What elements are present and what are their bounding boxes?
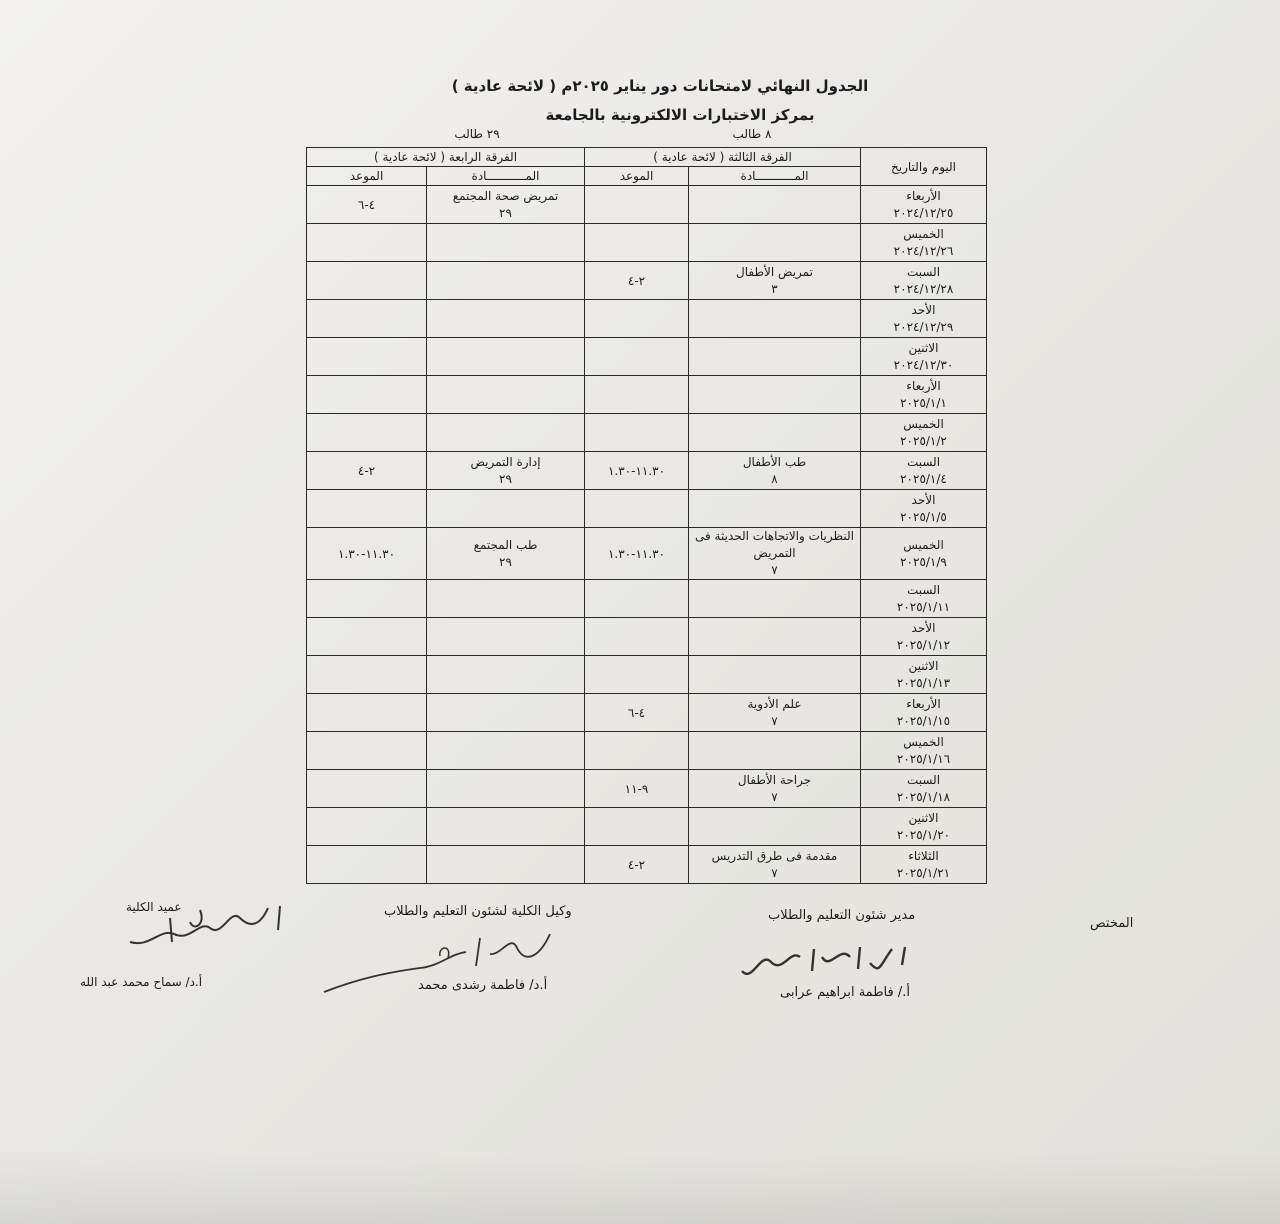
third-year-time-cell	[585, 338, 689, 376]
third-year-subject-cell	[689, 808, 861, 846]
subject-student-count: ٧	[771, 865, 778, 880]
fourth-year-time-cell	[307, 694, 427, 732]
schedule-row	[307, 262, 987, 300]
third-year-subject-cell	[689, 262, 861, 300]
exam-date: ٢٠٢٥/١/٢١	[896, 865, 951, 880]
document-subtitle: بمركز الاختبارات الالكترونية بالجامعة	[545, 106, 815, 124]
fourth-year-time-cell	[307, 300, 427, 338]
day-date-cell	[861, 770, 987, 808]
day-name: الخميس	[903, 537, 944, 552]
exam-date: ٢٠٢٥/١/١٨	[896, 789, 951, 804]
third-year-student-count: ٨ طالب	[732, 127, 772, 141]
fourth-year-student-count: ٢٩ طالب	[454, 127, 500, 141]
paper-shadow	[0, 1150, 1280, 1224]
day-date-cell	[861, 338, 987, 376]
exam-date: ٢٠٢٥/١/١٦	[896, 751, 951, 766]
fourth-year-subject-cell	[427, 528, 585, 580]
day-name: الأربعاء	[906, 188, 941, 203]
exam-date: ٢٠٢٥/١/١٥	[896, 713, 951, 728]
affairs-manager-name: أ./ فاطمة ابراهيم عرابى	[780, 985, 910, 1000]
schedule-row	[307, 732, 987, 770]
third-year-time-cell	[585, 770, 689, 808]
subject-name: إدارة التمريض	[470, 454, 541, 469]
fourth-year-subject-cell	[427, 808, 585, 846]
subject-student-count: ٧	[771, 563, 778, 577]
third-year-subject-cell	[689, 376, 861, 414]
third-year-time-cell	[585, 224, 689, 262]
day-name: الخميس	[903, 734, 944, 749]
header-third-year: الفرقة الثالثة ( لائحة عادية )	[585, 148, 861, 167]
schedule-row	[307, 376, 987, 414]
fourth-year-time-cell	[307, 618, 427, 656]
exam-time: ٢-٤	[627, 273, 646, 288]
day-date-cell	[861, 414, 987, 452]
affairs-manager-title: مدير شئون التعليم والطلاب	[768, 908, 916, 923]
fourth-year-subject-cell	[427, 770, 585, 808]
schedule-row	[307, 224, 987, 262]
header-subject-third: المـــــــــــادة	[689, 167, 861, 186]
third-year-time-cell	[585, 490, 689, 528]
third-year-subject-cell	[689, 490, 861, 528]
third-year-time-cell	[585, 732, 689, 770]
third-year-time-cell	[585, 808, 689, 846]
subject-name: طب الأطفال	[742, 454, 807, 469]
exam-date: ٢٠٢٥/١/٤	[900, 471, 947, 486]
day-date-cell	[861, 528, 987, 580]
day-date-cell	[861, 732, 987, 770]
schedule-row	[307, 694, 987, 732]
day-name: السبت	[906, 582, 941, 597]
subject-student-count: ٨	[771, 471, 778, 486]
day-date-cell	[861, 618, 987, 656]
exam-date: ٢٠٢٤/١٢/٢٨	[893, 281, 954, 296]
fourth-year-subject-cell	[427, 656, 585, 694]
day-date-cell	[861, 186, 987, 224]
third-year-subject-cell	[689, 770, 861, 808]
schedule-row	[307, 528, 987, 580]
third-year-subject-cell	[689, 580, 861, 618]
exam-date: ٢٠٢٥/١/٢	[900, 433, 947, 448]
fourth-year-time-cell	[307, 490, 427, 528]
day-name: الاثنين	[908, 658, 939, 673]
fourth-year-subject-cell	[427, 376, 585, 414]
third-year-subject-cell	[689, 732, 861, 770]
day-name: الاثنين	[908, 340, 939, 355]
schedule-row	[307, 618, 987, 656]
exam-date: ٢٠٢٤/١٢/٢٩	[893, 319, 954, 334]
fourth-year-subject-cell	[427, 262, 585, 300]
third-year-subject-cell	[689, 300, 861, 338]
fourth-year-subject-cell	[427, 580, 585, 618]
header-time-third: الموعد	[585, 167, 689, 186]
schedule-row	[307, 490, 987, 528]
schedule-row	[307, 186, 987, 224]
subject-student-count: ٢٩	[499, 205, 512, 220]
exam-date: ٢٠٢٥/١/٢٠	[896, 827, 951, 842]
schedule-body	[307, 186, 987, 884]
subject-student-count: ٢٩	[499, 471, 512, 486]
fourth-year-subject-cell	[427, 694, 585, 732]
third-year-subject-cell	[689, 618, 861, 656]
schedule-row	[307, 414, 987, 452]
schedule-row	[307, 808, 987, 846]
day-name: السبت	[906, 454, 941, 469]
exam-date: ٢٠٢٥/١/١١	[896, 599, 951, 614]
header-subject-fourth: المـــــــــــادة	[427, 167, 585, 186]
exam-time: ٤-٦	[357, 197, 376, 212]
day-name: الخميس	[903, 416, 944, 431]
vice-dean-name: أ.د/ فاطمة رشدى محمد	[418, 978, 548, 993]
subject-name: تمريض صحة المجتمع	[452, 188, 559, 203]
third-year-time-cell	[585, 656, 689, 694]
third-year-subject-cell	[689, 656, 861, 694]
day-date-cell	[861, 490, 987, 528]
fourth-year-time-cell	[307, 528, 427, 580]
fourth-year-subject-cell	[427, 338, 585, 376]
day-name: الثلاثاء	[908, 848, 939, 863]
fourth-year-time-cell	[307, 732, 427, 770]
fourth-year-time-cell	[307, 186, 427, 224]
third-year-subject-cell	[689, 846, 861, 884]
dean-name: أ.د/ سماح محمد عبد الله	[80, 975, 203, 989]
third-year-time-cell	[585, 186, 689, 224]
exam-date: ٢٠٢٥/١/١٢	[896, 637, 951, 652]
fourth-year-subject-cell	[427, 490, 585, 528]
fourth-year-time-cell	[307, 808, 427, 846]
day-date-cell	[861, 262, 987, 300]
subject-name: مقدمة فى طرق التدريس	[711, 848, 838, 863]
third-year-subject-cell	[689, 224, 861, 262]
day-name: الأحد	[911, 302, 936, 317]
third-year-time-cell	[585, 262, 689, 300]
exam-date: ٢٠٢٥/١/١٣	[896, 675, 951, 690]
subject-student-count: ٢٩	[499, 554, 512, 569]
day-name: الاثنين	[908, 810, 939, 825]
subject-name: جراحة الأطفال	[737, 772, 812, 787]
day-date-cell	[861, 694, 987, 732]
subject-student-count: ٧	[771, 789, 778, 804]
day-name: السبت	[906, 264, 941, 279]
fourth-year-time-cell	[307, 376, 427, 414]
dean-title: عميد الكلية	[126, 900, 182, 914]
fourth-year-subject-cell	[427, 846, 585, 884]
day-name: السبت	[906, 772, 941, 787]
exam-time: ٩-١١	[624, 781, 649, 796]
day-date-cell	[861, 656, 987, 694]
exam-time: ٤-٦	[627, 705, 646, 720]
affairs-manager-signature	[730, 935, 920, 990]
schedule-row	[307, 580, 987, 618]
fourth-year-time-cell	[307, 262, 427, 300]
day-name: الخميس	[903, 226, 944, 241]
day-date-cell	[861, 300, 987, 338]
third-year-subject-cell	[689, 452, 861, 490]
exam-schedule-table	[306, 147, 987, 884]
fourth-year-time-cell	[307, 846, 427, 884]
exam-time: ٢-٤	[357, 463, 376, 478]
day-name: الأربعاء	[906, 696, 941, 711]
third-year-subject-cell	[689, 694, 861, 732]
day-name: الأحد	[911, 492, 936, 507]
exam-time: ١١.٣٠-١.٣٠	[607, 463, 666, 478]
schedule-row	[307, 452, 987, 490]
third-year-subject-cell	[689, 528, 861, 580]
day-date-cell	[861, 376, 987, 414]
day-date-cell	[861, 808, 987, 846]
exam-date: ٢٠٢٤/١٢/٢٥	[893, 205, 954, 220]
fourth-year-time-cell	[307, 656, 427, 694]
day-date-cell	[861, 580, 987, 618]
exam-time: ١١.٣٠-١.٣٠	[607, 546, 666, 561]
third-year-subject-cell	[689, 338, 861, 376]
subject-name: علم الأدوية	[747, 696, 802, 711]
fourth-year-time-cell	[307, 338, 427, 376]
vice-dean-title: وكيل الكلية لشئون التعليم والطلاب	[384, 904, 572, 919]
fourth-year-subject-cell	[427, 224, 585, 262]
fourth-year-time-cell	[307, 224, 427, 262]
fourth-year-subject-cell	[427, 452, 585, 490]
subject-student-count: ٣	[771, 281, 778, 296]
third-year-time-cell	[585, 376, 689, 414]
day-date-cell	[861, 452, 987, 490]
subject-name: النظريات والاتجاهات الحديثة فى التمريض	[695, 529, 854, 560]
exam-time: ١١.٣٠-١.٣٠	[337, 546, 396, 561]
subject-student-count: ٧	[771, 713, 778, 728]
third-year-time-cell	[585, 694, 689, 732]
day-name: الأحد	[911, 620, 936, 635]
subject-name: طب المجتمع	[473, 537, 538, 552]
exam-date: ٢٠٢٥/١/٥	[900, 509, 947, 524]
subject-name: تمريض الأطفال	[736, 264, 813, 279]
schedule-row	[307, 770, 987, 808]
exam-date: ٢٠٢٥/١/١	[900, 395, 947, 410]
schedule-row	[307, 338, 987, 376]
header-day-date: اليوم والتاريخ	[861, 148, 987, 186]
third-year-time-cell	[585, 300, 689, 338]
day-date-cell	[861, 846, 987, 884]
exam-date: ٢٠٢٥/١/٩	[900, 554, 947, 569]
fourth-year-subject-cell	[427, 732, 585, 770]
fourth-year-subject-cell	[427, 618, 585, 656]
exam-time: ٢-٤	[627, 857, 646, 872]
document-title: الجدول النهائي لامتحانات دور يناير ٢٠٢٥م ( لائحة عادية )	[451, 77, 869, 95]
fourth-year-time-cell	[307, 580, 427, 618]
header-fourth-year: الفرقة الرابعة ( لائحة عادية )	[307, 148, 585, 167]
specialist-title: المختص	[1090, 916, 1134, 931]
third-year-subject-cell	[689, 414, 861, 452]
day-name: الأربعاء	[906, 378, 941, 393]
third-year-time-cell	[585, 580, 689, 618]
third-year-time-cell	[585, 528, 689, 580]
header-row-groups	[307, 148, 987, 167]
third-year-time-cell	[585, 618, 689, 656]
third-year-time-cell	[585, 846, 689, 884]
schedule-row	[307, 300, 987, 338]
third-year-time-cell	[585, 452, 689, 490]
third-year-subject-cell	[689, 186, 861, 224]
fourth-year-subject-cell	[427, 300, 585, 338]
schedule-row	[307, 656, 987, 694]
fourth-year-subject-cell	[427, 186, 585, 224]
fourth-year-time-cell	[307, 414, 427, 452]
fourth-year-time-cell	[307, 452, 427, 490]
third-year-time-cell	[585, 414, 689, 452]
schedule-row	[307, 846, 987, 884]
day-date-cell	[861, 224, 987, 262]
fourth-year-subject-cell	[427, 414, 585, 452]
exam-date: ٢٠٢٤/١٢/٢٦	[893, 243, 954, 258]
exam-date: ٢٠٢٤/١٢/٣٠	[893, 357, 954, 372]
fourth-year-time-cell	[307, 770, 427, 808]
header-time-fourth: الموعد	[307, 167, 427, 186]
